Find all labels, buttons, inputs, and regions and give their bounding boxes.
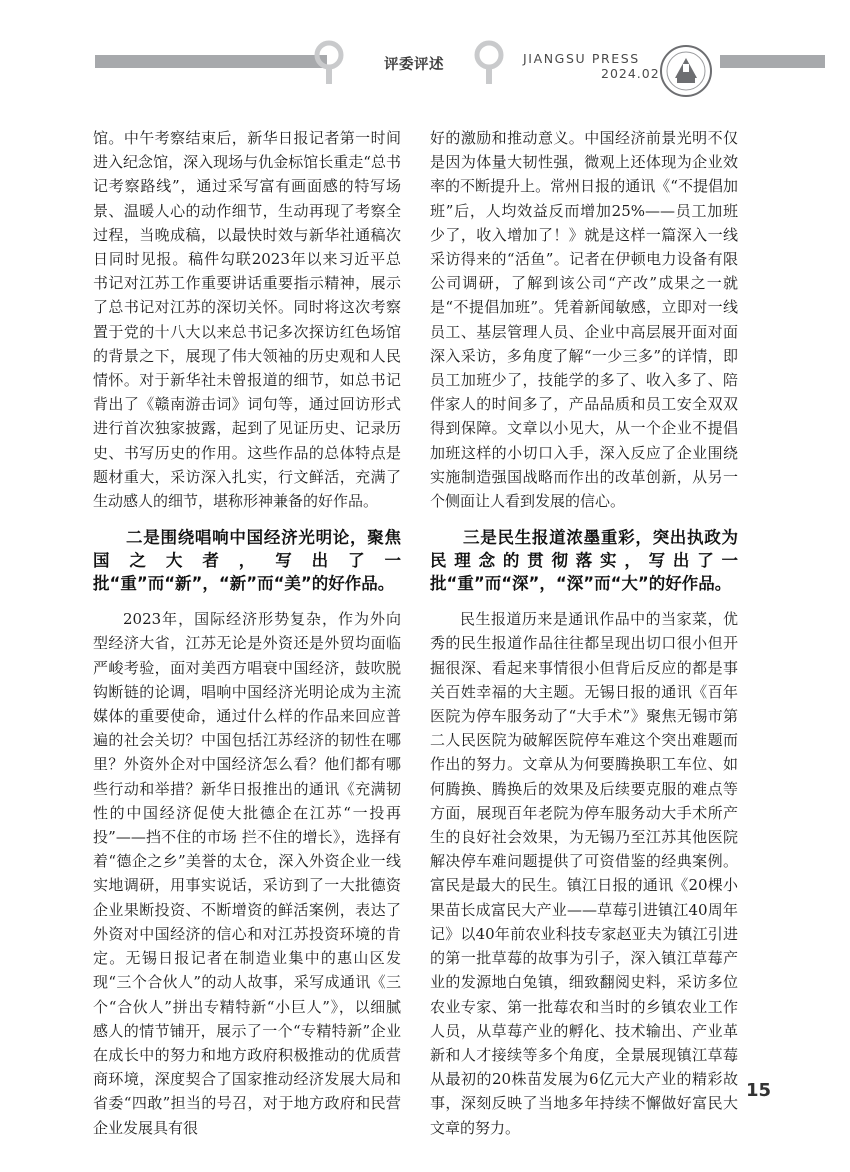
- body-paragraph: 馆。中午考察结束后，新华日报记者第一时间进入纪念馆，深入现场与仇金标馆长重走“总书记考察路线”，通过采写富有画面感的特写场景、温暖人心的动作细节，生动再现了考察全过程，当晚成稿，以最快时效与新华社通稿次日同时见报。稿件勾联2023年以来习近平总书记对江苏工作重要讲话重要指示精神，展示了总书记对江苏的深切关怀。同时将这次考察置于党的十八大以来总书记多次探访红色场馆的背景之下，展现了伟大领袖的历史观和人民情怀。对于新华社未曾报道的细节，如总书记背出了《赣南游击词》词句等，通过回访形式进行首次独家披露，起到了见证历史、记录历史、书写历史的作用。这些作品的总体特点是题材重大，采访深入扎实，行文鲜活，充满了生动感人的细节，堪称形神兼备的好作品。: [93, 129, 401, 511]
- jiangsu-press-emblem-icon: [659, 44, 713, 98]
- body-paragraph: 民生报道历来是通讯作品中的当家菜，优秀的民生报道作品往往都呈现出切口很小但开掘很深、看起来事情很小但背后反应的都是事关百姓幸福的大主题。无锡日报的通讯《百年医院为停车服务动了“大手术”》聚焦无锡市第二人民医院为破解医院停车难这个突出难题而作出的努力。文章从为何要腾换职工车位、如何腾换、腾换后的效果及后续要克服的难点等方面，展现百年老院为停车服务动大手术所产生的良好社会效果，为无锡乃至江苏其他医院解决停车难问题提供了可资借鉴的经典案例。富民是最大的民生。镇江日报的通讯《20棵小果苗长成富民大产业——草莓引进镇江40周年记》以40年前农业科技专家赵亚夫为镇江引进的第一批草莓的故事为引子，深入镇江草莓产业的发源地白兔镇，细致翻阅史料，采访多位农业专家、第一批莓农和当时的乡镇农业工作人员，从草莓产业的孵化、技术输出、产业革新和人才接续等多个角度，全景展现镇江草莓从最初的20株苗发展为6亿元大产业的精彩故事，深刻反映了当地多年持续不懈做好富民大文章的努力。: [430, 610, 738, 1137]
- page-number: 15: [746, 1080, 772, 1101]
- keyhole-ornament-left-icon: [312, 40, 346, 86]
- body-paragraph: 好的激励和推动意义。中国经济前景光明不仅是因为体量大韧性强，微观上还体现为企业效率的不断提升上。常州日报的通讯《“不提倡加班”后，人均效益反而增加25%——员工加班少了，收入增加了！》就是这样一篇深入一线采访得来的“活鱼”。记者在伊顿电力设备有限公司调研，了解到该公司“产改”成果之一就是“不提倡加班”。凭着新闻敏感，立即对一线员工、基层管理人员、企业中高层展开面对面深入采访，多角度了解“一少三多”的详情，即员工加班少了，技能学的多了、收入多了、陪伴家人的时间多了，产品品质和员工安全双双得到保障。文章以小见大，从一个企业不提倡加班这样的小切口入手，深入反应了企业围绕实施制造强国战略而作出的改革创新，从另一个侧面让人看到发展的信心。: [430, 129, 738, 511]
- keyhole-ornament-right-icon: [472, 40, 506, 86]
- body-paragraph: 2023年，国际经济形势复杂，作为外向型经济大省，江苏无论是外资还是外贸均面临严峻考验，面对美西方唱衰中国经济，鼓吹脱钩断链的论调，唱响中国经济光明论成为主流媒体的重要使命，通过什么样的作品来回应普遍的社会关切？中国包括江苏经济的韧性在哪里？外资外企对中国经济怎么看？他们都有哪些行动和举措？新华日报推出的通讯《充满韧性的中国经济促使大批德企在江苏“一投再投”——挡不住的市场 拦不住的增长》，选择有着“德企之乡”美誉的太仓，深入外资企业一线实地调研，用事实说话，采访到了一大批德资企业果断投资、不断增资的鲜活案例，表达了外资对中国经济的信心和对江苏投资环境的肯定。无锡日报记者在制造业集中的惠山区发现“三个合伙人”的动人故事，采写成通讯《三个“合伙人”拼出专精特新“小巨人”》，以细腻感人的情节铺开，展示了一个“专精特新”企业在成长中的努力和地方政府积极推动的优质营商环境，深度契合了国家推动经济发展大局和省委“四敢”担当的号召，对于地方政府和民营企业发展具有很: [93, 610, 401, 1137]
- brand-block: [523, 51, 660, 81]
- left-column: [93, 126, 401, 1140]
- section-heading: 二是围绕唱响中国经济光明论，聚焦国之大者，写出了一批“重”而“新”，“新”而“美”的好作品。: [93, 528, 401, 594]
- section-title: 评委评述: [384, 57, 444, 73]
- brand-name: JIANGSU PRESS: [523, 51, 640, 66]
- section-heading: 三是民生报道浓墨重彩，突出执政为民理念的贯彻落实，写出了一批“重”而“深”，“深”而“大”的好作品。: [430, 528, 738, 594]
- header-bar-right: [720, 55, 825, 68]
- issue-date: 2024.02: [601, 66, 660, 81]
- header-bar-left: [95, 55, 327, 68]
- right-column: [430, 126, 738, 1140]
